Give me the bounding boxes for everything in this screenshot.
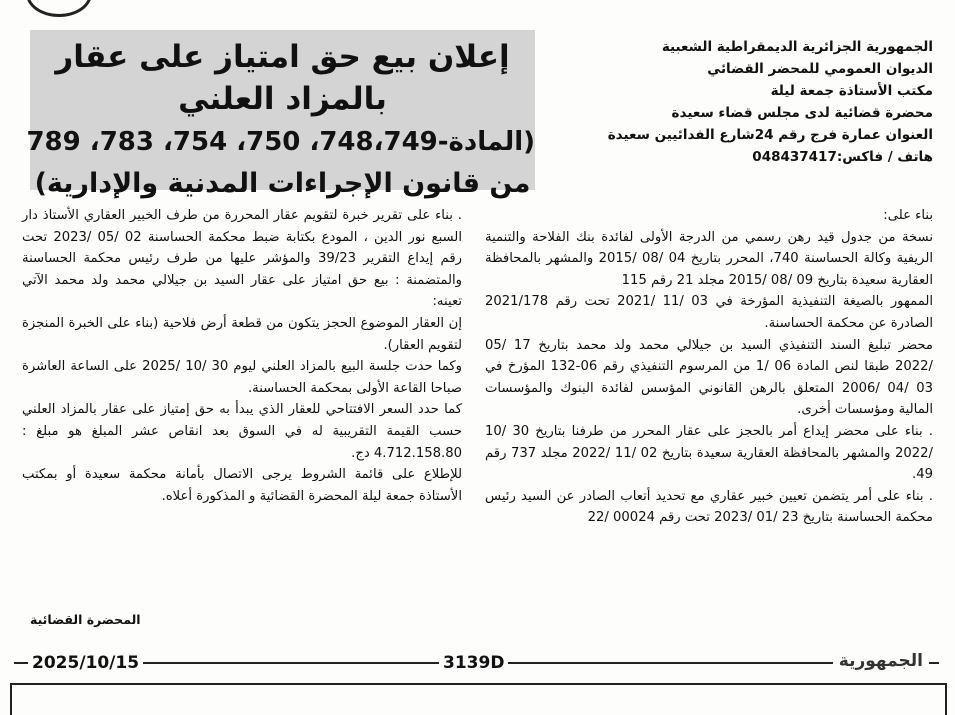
footer-issue-number: 3139D <box>439 653 508 673</box>
header-line-republic: الجمهورية الجزائرية الديمقراطية الشعبية <box>661 39 933 55</box>
footer-brand: الجمهورية <box>833 651 929 671</box>
left-paragraph-3: وكما حدت جلسة البيع بالمزاد العلني ليوم 30 /10 /2025 على الساعة العاشرة صباحا القاعة الأولى بمحكمة الحساسنة. <box>22 359 463 396</box>
header-line-address: العنوان عمارة فرج رقم 24شارع الفدائيين سعيدة <box>607 127 933 143</box>
notice-title: إعلان بيع حق امتياز على عقار بالمزاد العلني <box>55 39 510 117</box>
notice-law: من قانون الإجراءات المدنية والإدارية) <box>34 168 531 199</box>
right-intro: بناء على: <box>883 208 933 223</box>
notice-articles: (المادة-748،749، 750، 754، 783، 789 <box>26 127 535 157</box>
right-paragraph-1: نسخة من جدول قيد رهن رسمي من الدرجة الأولى لفائدة بنك الفلاحة والتنمية الريفية وكالة الحساسنة 740، المحرر بتاريخ 04 /08 /2015 والمشهر بالمحافظة العقارية سعيدة بتاريخ 09 /08 /2015 مجلد 21 رقم 115 <box>485 229 933 288</box>
notice-title-box <box>26 30 535 199</box>
header-line-phone: هاتف / فاكس:048437417 <box>752 149 933 165</box>
next-article-border <box>10 683 947 715</box>
left-paragraph-1: . بناء على تقرير خبرة لتقويم عقار المحررة من طرف الخبير العقاري الأستاذ دار السبع نور الدين ، المودع بكتابة ضبط محكمة الحساسنة 02 /05 /2023 تحت رقم إيداع التقرير 39/23 والمؤشر عليها من طرف رئيس محكمة الحساسنة والمتضمنة : بيع حق امتياز على عقار السيد بن جيلالي محمد ولد محمد الآتي تعينه: <box>22 208 462 310</box>
signature: المحضرة القضائية <box>30 612 141 627</box>
right-paragraph-3: محضر تبليغ السند التنفيذي السيد بن جيلالي محمد ولد محمد بتاريخ 17 /05 /2022 طبقا لنص المادة 06 /1 من المرسوم التنفيذي رقم 06-132 المؤرخ في 03 /04 /2006 المتعلق بالرهن القانوني المؤسس لفائدة البنوك والمؤسسات المالية ومؤسسات أخرى. <box>485 337 933 418</box>
left-paragraph-5: للإطلاع على قائمة الشروط يرجى الاتصال بأمانة محكمة سعيدة أو بمكتب الأستاذة جمعة ليلة المحضرة القضائية و المذكورة أعلاه. <box>22 467 462 504</box>
right-paragraph-5: . بناء على أمر يتضمن تعيين خبير عقاري مع تحديد أتعاب الصادر عن السيد رئيس محكمة الحساسنة بتاريخ 23 /01 /2023 تحت رقم 00024 /22 <box>485 488 933 526</box>
header-line-court: محضرة قضائية لدى مجلس قضاء سعيدة <box>671 105 933 121</box>
right-paragraph-2: الممهور بالصيغة التنفيذية المؤرخة في 03 /11 /2021 تحت رقم 2021/178 الصادرة عن محكمة الحساسنة. <box>485 294 934 331</box>
page-footer <box>14 652 939 674</box>
header-line-office: الديوان العمومي للمحضر القضائي <box>707 61 933 77</box>
newspaper-logo-icon <box>26 0 92 17</box>
header-line-bailiff: مكتب الأستاذة جمعة ليلة <box>770 83 933 99</box>
footer-date: 2025/10/15 <box>28 653 143 673</box>
left-paragraph-2: إن العقار الموضوع الحجز يتكون من قطعة أرض فلاحية (بناء على الخبرة المنجزة لتقويم العقار). <box>22 315 462 353</box>
right-column <box>485 205 933 529</box>
left-paragraph-4: كما حدد السعر الافتتاحي للعقار الذي يبدأ به حق إمتياز على عقار بالمزاد العلني حسب القيمة التقريبية له في السوق بعد انقاص عشر المبلغ هو مبلغ : 4.712.158.80 دج. <box>22 402 462 461</box>
issuer-header <box>603 36 933 168</box>
right-paragraph-4: . بناء على محضر إيداع أمر بالحجز على عقار المحرر من طرفنا بتاريخ 30 /10 /2022 والمشهر بالمحافظة العقارية سعيدة بتاريخ 02 /11 /2022 مجلد 737 رقم 49. <box>485 423 933 483</box>
left-column <box>22 205 462 507</box>
